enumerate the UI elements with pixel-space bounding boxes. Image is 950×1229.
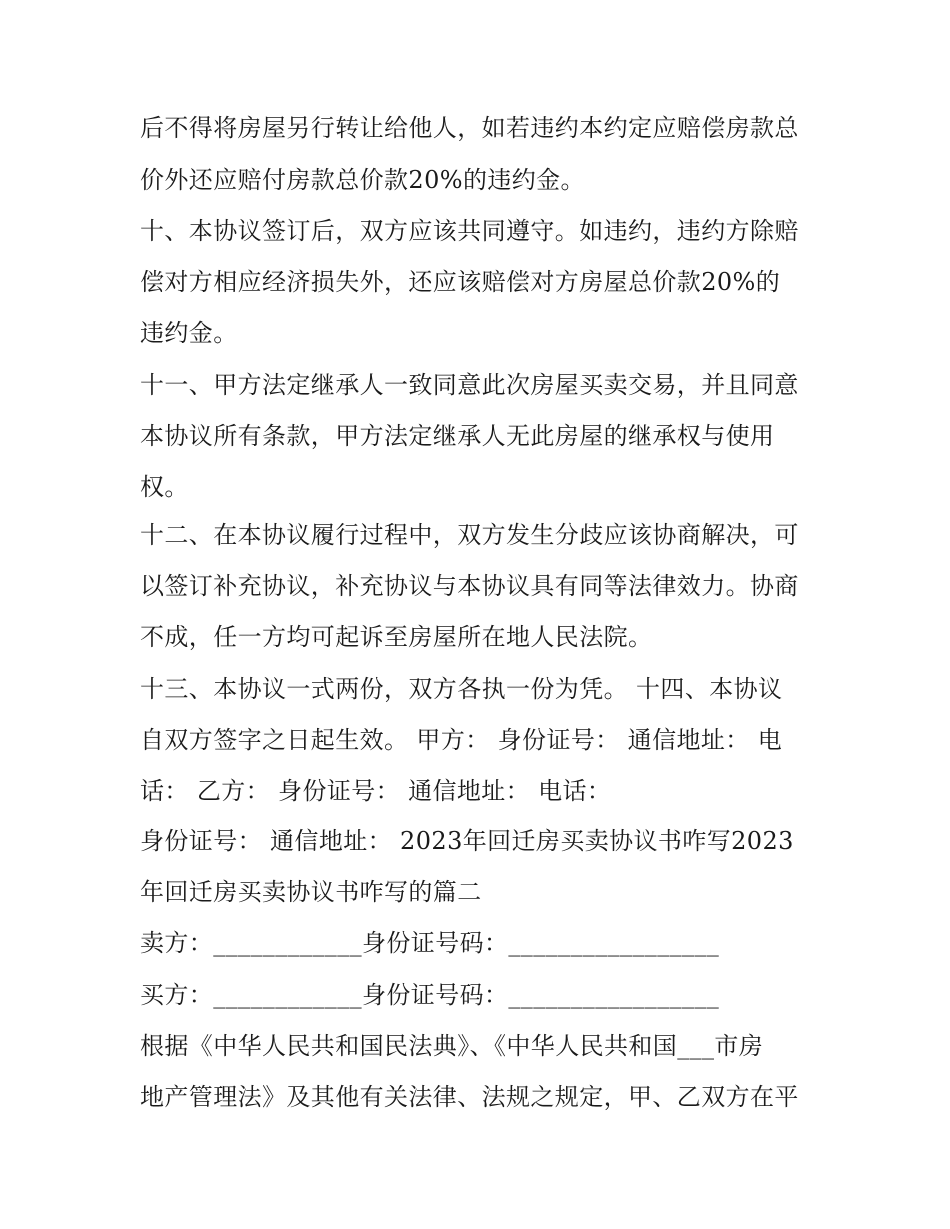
text-line: 十一、甲方法定继承人一致同意此次房屋买卖交易，并且同意 — [140, 371, 799, 399]
text-line: 本协议所有条款，甲方法定继承人无此房屋的继承权与使用 — [140, 422, 775, 450]
text-line: 权。 — [140, 473, 189, 501]
text-line: 买方：____________身份证号码：_________________ — [140, 981, 720, 1009]
text-line: 自双方签字之日起生效。 甲方： 身份证号： 通信地址： 电 — [140, 726, 783, 754]
text-line: 违约金。 — [140, 319, 238, 347]
text-line: 十、本协议签订后，双方应该共同遵守。如违约，违约方除赔 — [140, 217, 799, 245]
text-line: 卖方：____________身份证号码：_________________ — [140, 929, 720, 957]
text-line: 身份证号： 通信地址： 2023年回迁房买卖协议书咋写2023 — [140, 827, 794, 855]
text-line: 年回迁房买卖协议书咋写的篇二 — [140, 878, 482, 906]
text-line: 话： 乙方： 身份证号： 通信地址： 电话： — [140, 777, 612, 805]
text-line: 以签订补充协议，补充协议与本协议具有同等法律效力。协商 — [140, 572, 799, 600]
text-line: 不成，任一方均可起诉至房屋所在地人民法院。 — [140, 623, 653, 651]
text-line: 十二、在本协议履行过程中，双方发生分歧应该协商解决，可 — [140, 521, 799, 549]
text-line: 十三、本协议一式两份，双方各执一份为凭。 十四、本协议 — [140, 675, 783, 703]
text-line: 偿对方相应经济损失外，还应该赔偿对方房屋总价款20%的 — [140, 268, 781, 296]
text-line: 地产管理法》及其他有关法律、法规之规定，甲、乙双方在平 — [140, 1083, 799, 1111]
text-line: 根据《中华人民共和国民法典》、《中华人民共和国___市房 — [140, 1032, 764, 1060]
text-line: 价外还应赔付房款总价款20%的违约金。 — [140, 166, 585, 194]
text-line: 后不得将房屋另行转让给他人，如若违约本约定应赔偿房款总 — [140, 114, 799, 142]
